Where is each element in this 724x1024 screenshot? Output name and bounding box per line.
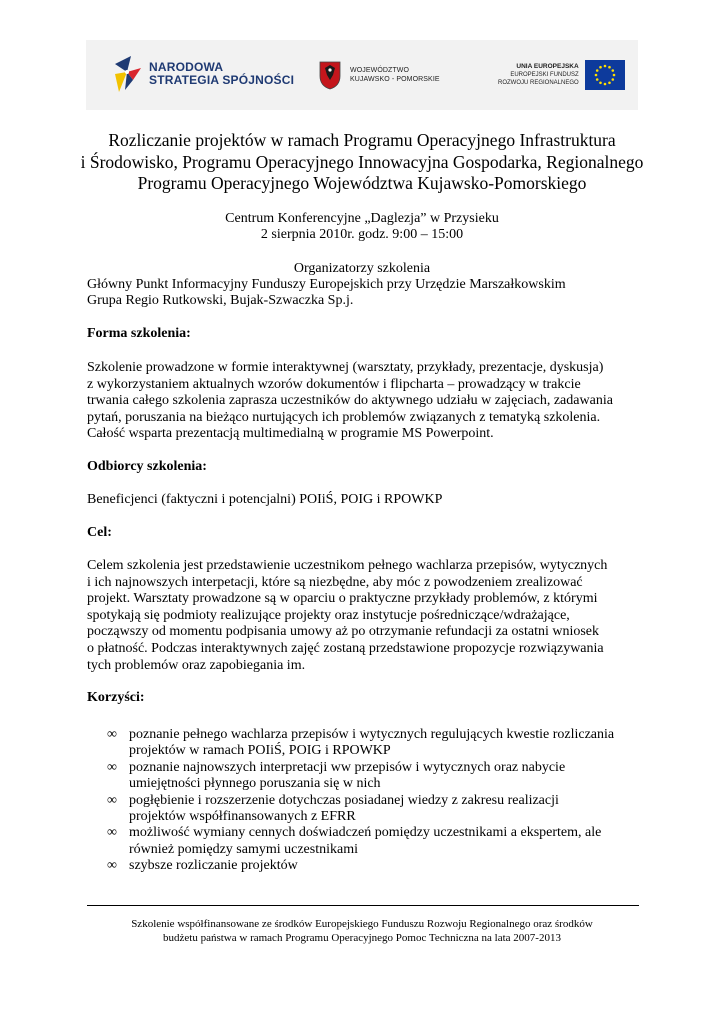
footer-note: Szkolenie współfinansowane ze środków Europejskiego Funduszu Rozwoju Regionalnego oraz środków budżetu państwa w ramach Programu Operacyjnego Pomoc Techniczna na lata 2007-2013 (131, 918, 593, 944)
list-item: ∞ poznanie pełnego wachlarza przepisów i wytycznych regulujących kwestie rozliczania projektów w ramach POIiŚ, POIG i RPOWKP (107, 727, 615, 759)
organizers-heading: Organizatorzy szkolenia (293, 261, 431, 276)
list-item: ∞ szybsze rozliczanie projektów (107, 858, 298, 874)
nss-star-logo-icon (111, 54, 143, 94)
section-body-odbiorcy: Beneficjenci (faktyczni i potencjalni) POIiŚ, POIG i RPOWKP (87, 492, 443, 507)
benefits-list (87, 727, 647, 875)
venue-name: Centrum Konferencyjne „Daglezja” w Przysieku (225, 211, 499, 226)
infinity-bullet-icon: ∞ (107, 759, 117, 775)
section-heading-odbiorcy: Odbiorcy szkolenia: (87, 459, 207, 474)
eu-logo (498, 60, 625, 90)
section-heading-cel: Cel: (87, 525, 112, 540)
infinity-bullet-icon: ∞ (107, 825, 117, 841)
eu-logo-text: UNIA EUROPEJSKA EUROPEJSKI FUNDUSZ ROZWOJU REGIONALNEGO (498, 63, 579, 86)
voivodeship-logo (318, 60, 440, 90)
venue-info (60, 211, 664, 243)
section-body-cel: Celem szkolenia jest przedstawienie uczestnikom pełnego wachlarza przepisów, wytycznych i ich najnowszych interpetacji, które są niezbędne, aby móc z powodzeniem zrealizować projekt. Warsztaty prowadzone są w oparciu o praktyczne przykłady problemów, z którymi spotykają się podmioty realizujące projekty oraz instytucje pośredniczące/wdrażające, począwszy od momentu podpisania umowy aż po otrzymanie refundacji za ostatni wniosek o płatność. Podczas interaktywnych zajęć zostaną przedstawione propozycje rozwiązywania tych problemów oraz zapobiegania im. (87, 558, 608, 673)
organizers-list: Główny Punkt Informacyjny Funduszy Europejskich przy Urzędzie Marszałkowskim Grupa Regio Rutkowski, Bujak-Szwaczka Sp.j. (87, 277, 566, 308)
event-date: 2 sierpnia 2010r. godz. 9:00 – 15:00 (260, 227, 464, 242)
nss-logo (111, 54, 294, 94)
eu-flag-icon (585, 60, 625, 90)
voivodeship-crest-icon (318, 60, 342, 90)
section-heading-forma: Forma szkolenia: (87, 326, 191, 341)
list-item: ∞ możliwość wymiany cennych doświadczeń pomiędzy uczestnikami a ekspertem, ale również pomiędzy samymi uczestnikami (107, 825, 602, 857)
section-heading-korzysci: Korzyści: (87, 690, 145, 705)
logo-banner (86, 40, 638, 110)
infinity-bullet-icon: ∞ (107, 792, 117, 808)
infinity-bullet-icon: ∞ (107, 727, 117, 742)
nss-logo-text: NARODOWA STRATEGIA SPÓJNOŚCI (149, 60, 295, 87)
list-item: ∞ poznanie najnowszych interpretacji ww przepisów i wytycznych oraz nabycie umiejętności płynnego poruszania się w nich (107, 759, 566, 792)
section-body-forma: Szkolenie prowadzone w formie interaktywnej (warsztaty, przykłady, prezentacje, dyskusja) z wykorzystaniem aktualnych wzorów dokumentów i flipcharta – prowadzący w trakcie trwania całego szkolenia zaprasza uczestników do aktywnego udziału w zajęciach, zadawania pytań, poruszania na bieżąco nurtujących ich problemów związanych z tematyką szkolenia. Całość wsparta prezentacją multimedialną w programie MS Powerpoint. (87, 360, 613, 442)
document-title: Rozliczanie projektów w ramach Programu Operacyjnego Infrastruktura i Środowisko, Programu Operacyjnego Innowacyjna Gospodarka, Regionalnego Programu Operacyjnego Województwa Kujawsko-Pomorskiego (80, 130, 644, 193)
footer-divider (87, 905, 639, 906)
infinity-bullet-icon: ∞ (107, 858, 117, 874)
list-item: ∞ pogłębienie i rozszerzenie dotychczas posiadanej wiedzy z zakresu realizacji projektów współfinansowanych z EFRR (107, 792, 559, 825)
voivodeship-logo-text: WOJEWÓDZTWO KUJAWSKO - POMORSKIE (350, 67, 440, 83)
